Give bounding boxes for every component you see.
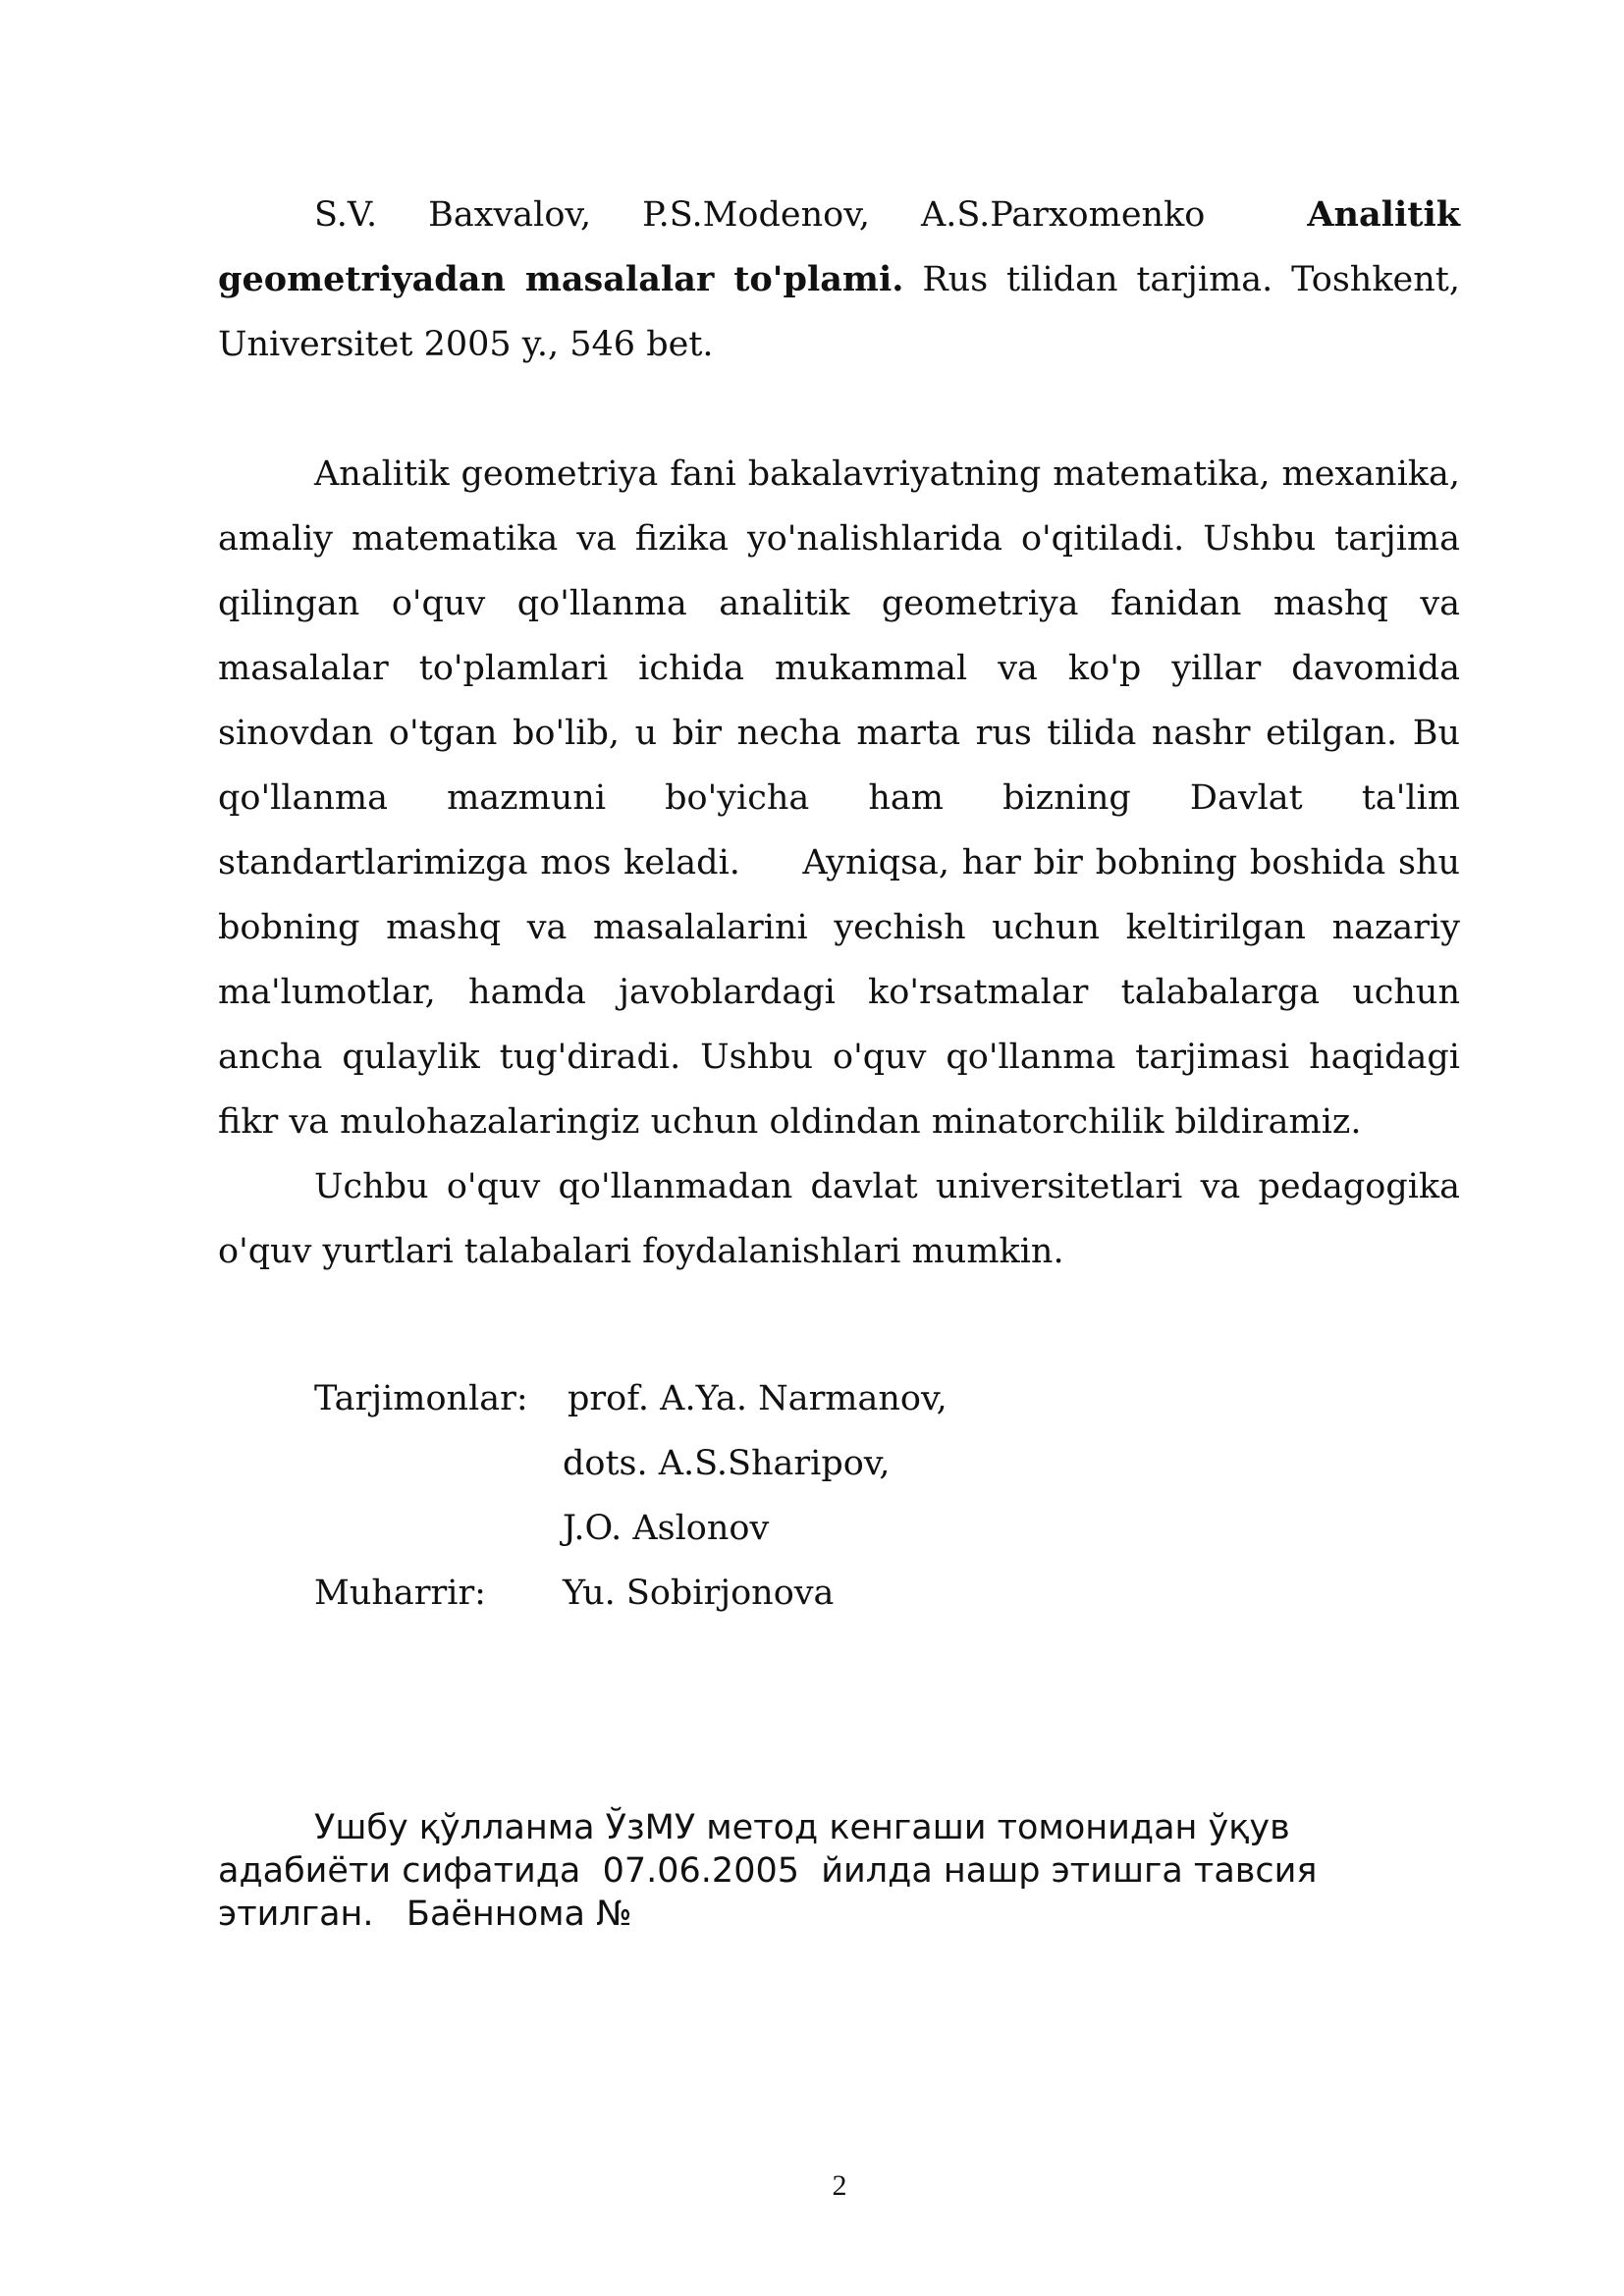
page-number: 2 [832,2169,847,2202]
translator-name: dots. A.S.Sharipov, [563,1444,891,1483]
approval-note [218,1806,1347,1936]
credits-block [314,1366,947,1626]
book-title: Analitik geometriyadan masalalar to'plami. [218,194,1460,299]
citation-authors: S.V. Baxvalov, P.S.Modenov, A.S.Parxomenko [314,195,1206,235]
approval-text: Ушбу қўлланма ЎзМУ метод кенгаши томонидан ўқув адабиёти сифатида 07.06.2005 йилда нашр этишга тавсия этилган. Баённома № [218,1808,1328,1934]
abstract-paragraph-2: Uchbu o'quv qo'llanmadan davlat universitetlari va pedagogika o'quv yurtlari talabalari foydalanishlari mumkin. [218,1167,1460,1271]
editor-label: Muharrir: [314,1574,486,1613]
citation-block [218,183,1460,377]
translators-row [314,1431,947,1496]
translators-label: Tarjimonlar: [314,1379,528,1418]
abstract-block [218,442,1472,1284]
editor-name: Yu. Sobirjonova [563,1574,835,1613]
editor-row [314,1561,947,1626]
translator-name: prof. A.Ya. Narmanov, [568,1379,947,1418]
abstract-paragraph-1: Analitik geometriya fani bakalavriyatning matematika, mexanika, amaliy matematika va fizika yo'nalishlarida o'qitiladi. Ushbu tarjima qilingan o'quv qo'llanma analitik geometriya fanidan mashq va masalalar to'plamlari ichida mukammal va ko'p yillar davomida sinovdan o'tgan bo'lib, u bir necha marta rus tilida nashr etilgan. Bu qo'llanma mazmuni bo'yicha ham bizning Davlat ta'lim standartlarimizga mos keladi. Ayniqsa, har bir bobning boshida shu bobning mashq va masalalarini yechish uchun keltirilgan nazariy ma'lumotlar, hamda javoblardagi ko'rsatmalar talabalarga uchun ancha qulaylik tug'diradi. Ushbu o'quv qo'llanma tarjimasi haqidagi fikr va mulohazalaringiz uchun oldindan minatorchilik bildiramiz. [218,454,1472,1142]
translators-row [314,1496,947,1561]
translator-name: J.O. Aslonov [563,1509,770,1548]
citation-paragraph [218,183,1460,377]
translators-row [314,1366,947,1431]
citation-details: Rus tilidan tarjima. Toshkent, Universitet 2005 y., 546 bet. [218,260,1460,364]
